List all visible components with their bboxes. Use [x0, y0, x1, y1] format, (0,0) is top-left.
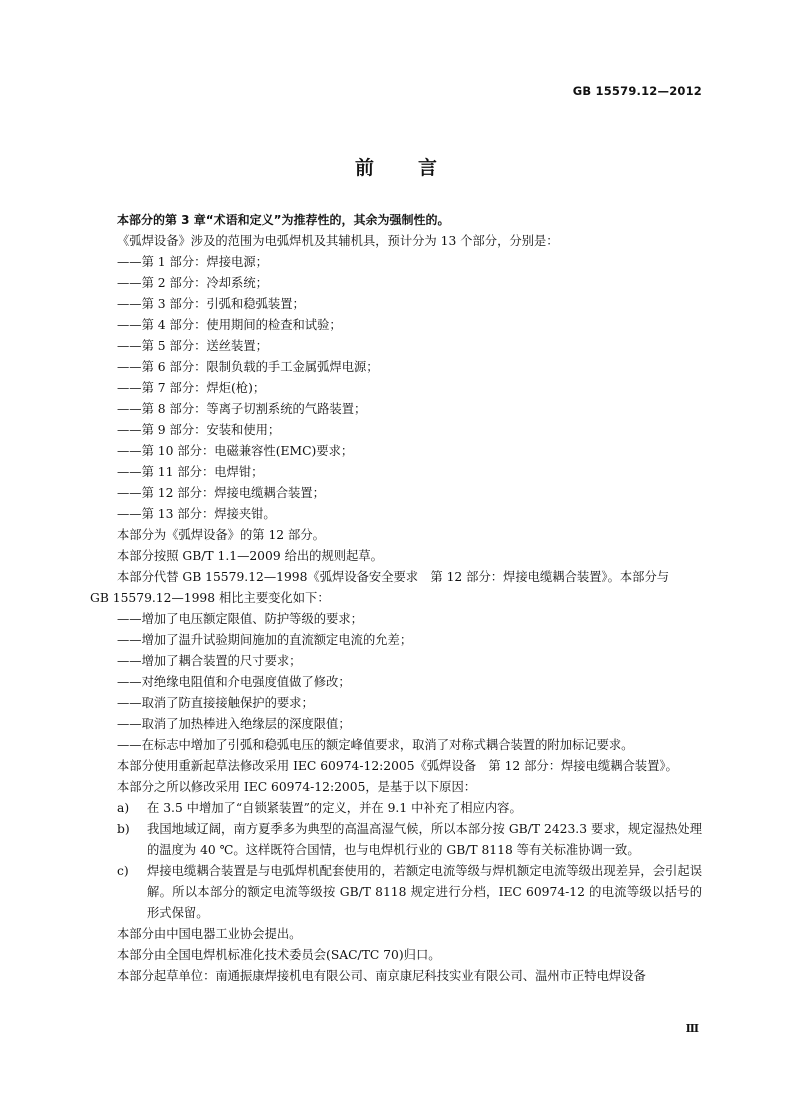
list-item: ——取消了防直接接触保护的要求；	[117, 696, 314, 710]
list-marker: c)	[117, 864, 129, 878]
reason-text: 焊接电缆耦合装置是与电弧焊机配套使用的，若额定电流等级与焊机额定电流等级出现差异，会引起误解。所以本部分的额定电流等级按 GB/T 8118 规定进行分档，IEC 60974-12 的电流等级以括号的形式保留。	[147, 864, 702, 920]
list-item: ——第 5 部分：送丝装置；	[117, 339, 268, 353]
list-item: ——取消了加热棒进入绝缘层的深度限值；	[117, 717, 351, 731]
list-item: ——第 10 部分：电磁兼容性(EMC)要求；	[117, 444, 354, 458]
foreword-body	[90, 210, 702, 987]
list-item: ——第 1 部分：焊接电源；	[117, 255, 268, 269]
list-item: ——第 8 部分：等离子切割系统的气路装置；	[117, 402, 367, 416]
list-item: ——增加了耦合装置的尺寸要求；	[117, 654, 302, 668]
reason-item	[90, 798, 702, 819]
drafting-rules-paragraph: 本部分按照 GB/T 1.1—2009 给出的规则起草。	[117, 549, 383, 563]
parts-list	[90, 252, 702, 525]
list-item: ——增加了电压额定限值、防护等级的要求；	[117, 612, 363, 626]
list-item: ——第 11 部分：电焊钳；	[117, 465, 264, 479]
list-item: ——对绝缘电阻值和介电强度值做了修改；	[117, 675, 351, 689]
reason-text: 在 3.5 中增加了“自锁紧装置”的定义，并在 9.1 中补充了相应内容。	[147, 801, 522, 815]
list-item: ——第 13 部分：焊接夹钳。	[117, 507, 276, 521]
page-title: 前言	[354, 157, 481, 179]
reason-item	[90, 861, 702, 924]
centralized-by-paragraph: 本部分由全国电焊机标准化技术委员会(SAC/TC 70)归口。	[117, 948, 441, 962]
reasons-list	[90, 798, 702, 924]
drafters-paragraph: 本部分起草单位：南通振康焊接机电有限公司、南京康尼科技实业有限公司、温州市正特电焊设备	[117, 969, 646, 983]
reason-text: 我国地域辽阔，南方夏季多为典型的高温高湿气候，所以本部分按 GB/T 2423.3 要求，规定湿热处理的温度为 40 ℃。这样既符合国情，也与电焊机行业的 GB/T 8118 等有关标准协调一致。	[147, 822, 702, 857]
list-marker: b)	[117, 822, 130, 836]
list-item: ——第 6 部分：限制负载的手工金属弧焊电源；	[117, 360, 379, 374]
list-item: ——在标志中增加了引弧和稳弧电压的额定峰值要求，取消了对称式耦合装置的附加标记要求。	[117, 738, 634, 752]
list-item: ——第 2 部分：冷却系统；	[117, 276, 268, 290]
list-item: ——增加了温升试验期间施加的直流额定电流的允差；	[117, 633, 413, 647]
list-item: ——第 4 部分：使用期间的检查和试验；	[117, 318, 342, 332]
document-code: GB 15579.12—2012	[572, 84, 702, 98]
list-item: ——第 3 部分：引弧和稳弧装置；	[117, 297, 305, 311]
list-item: ——第 12 部分：焊接电缆耦合装置；	[117, 486, 325, 500]
list-marker: a)	[117, 801, 130, 815]
part-of-paragraph: 本部分为《弧焊设备》的第 12 部分。	[117, 528, 325, 542]
list-item: ——第 9 部分：安装和使用；	[117, 423, 281, 437]
list-item: ——第 7 部分：焊炬(枪)；	[117, 381, 266, 395]
changes-list	[90, 609, 702, 756]
proposed-by-paragraph: 本部分由中国电器工业协会提出。	[117, 927, 302, 941]
reason-item	[90, 819, 702, 861]
replaces-paragraph-line1: 本部分代替 GB 15579.12—1998《弧焊设备安全要求 第 12 部分：焊接电缆耦合装置》。本部分与	[117, 570, 670, 584]
reasons-intro-paragraph: 本部分之所以修改采用 IEC 60974-12:2005，是基于以下原因：	[117, 780, 477, 794]
iec-adoption-paragraph: 本部分使用重新起草法修改采用 IEC 60974-12:2005《弧焊设备 第 12 部分：焊接电缆耦合装置》。	[117, 759, 678, 773]
replaces-paragraph-line2: GB 15579.12—1998 相比主要变化如下：	[90, 591, 330, 605]
scope-paragraph: 《弧焊设备》涉及的范围为电弧焊机及其辅机具，预计分为 13 个部分，分别是：	[117, 234, 559, 248]
intro-paragraph: 本部分的第 3 章“术语和定义”为推荐性的，其余为强制性的。	[117, 213, 450, 227]
page-number: Ⅲ	[685, 1022, 699, 1035]
